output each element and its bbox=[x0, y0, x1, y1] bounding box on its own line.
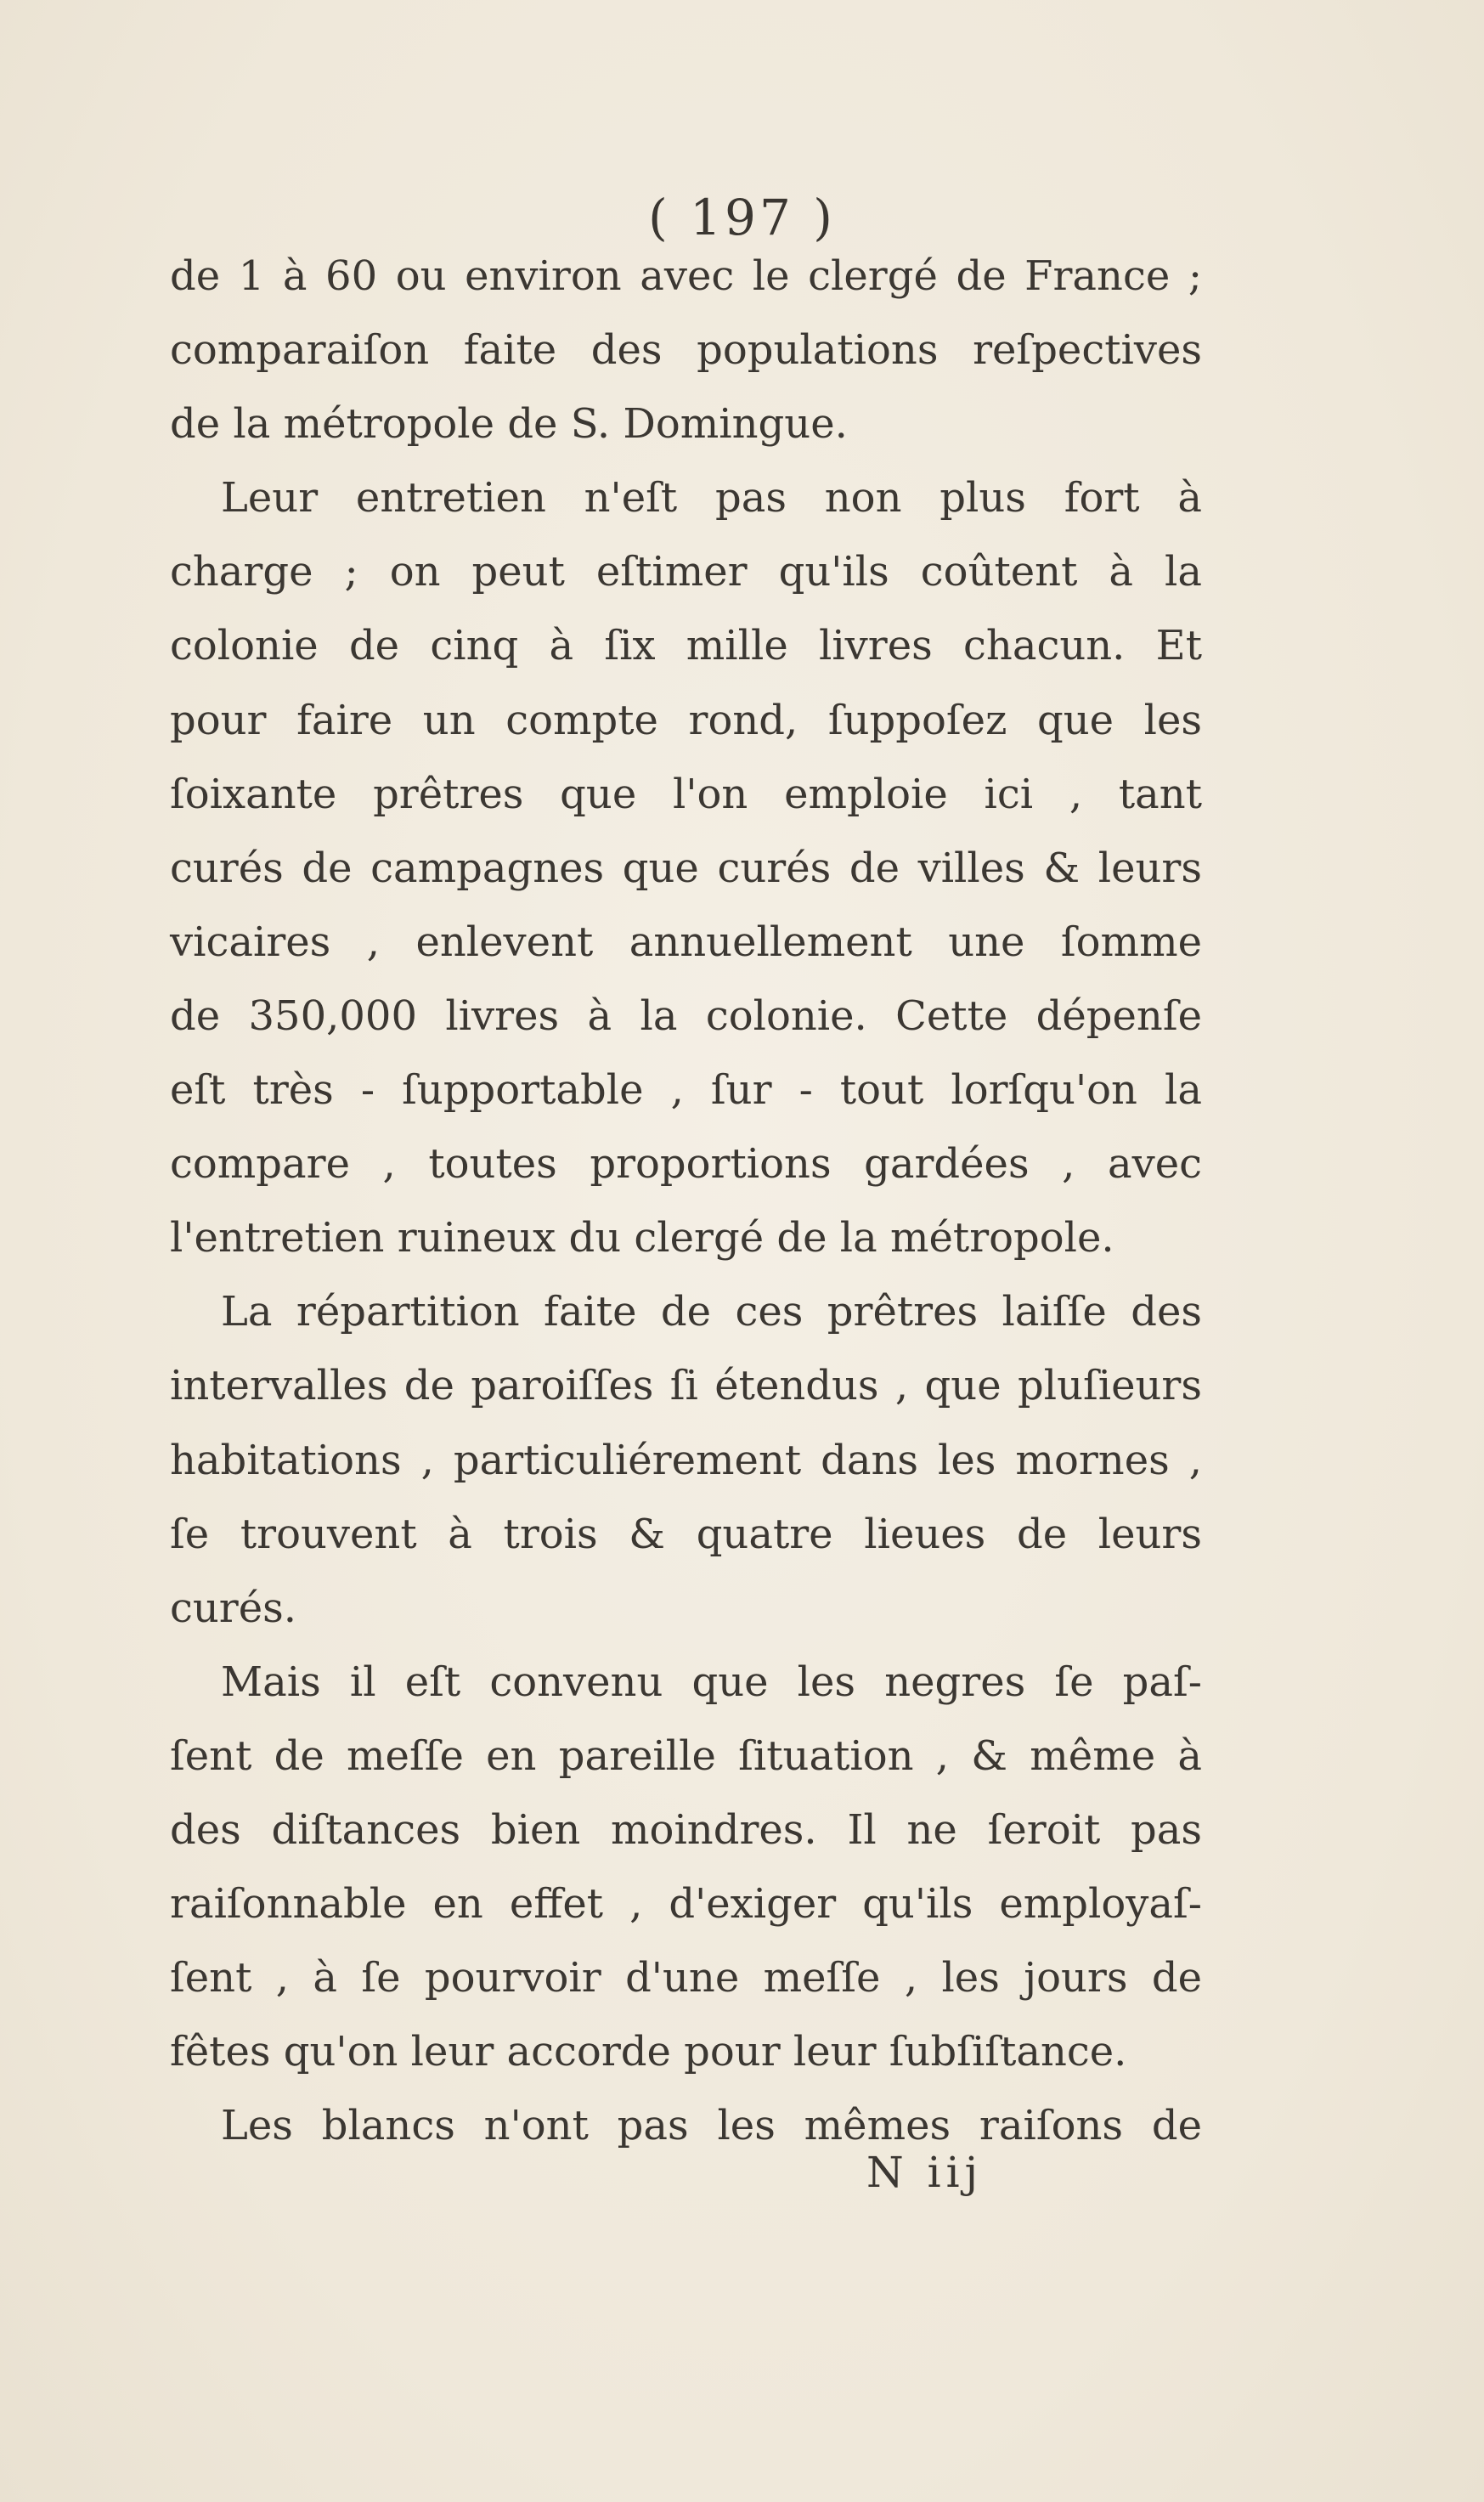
text-line: colonie de cinq à ſix mille livres chacun. Et bbox=[170, 622, 1202, 670]
page-body-text bbox=[170, 240, 1202, 2163]
text-line: de 1 à 60 ou environ avec le clergé de France ; bbox=[170, 252, 1202, 300]
signature-mark: N iij bbox=[866, 2148, 984, 2197]
text-line: Les blancs n'ont pas les mêmes raiſons de bbox=[221, 2102, 1202, 2150]
text-line: eſt très - ſupportable , ſur - tout lorſqu'on la bbox=[170, 1066, 1202, 1115]
text-line: de 350,000 livres à la colonie. Cette dépenſe bbox=[170, 991, 1202, 1040]
text-line: La répartition faite de ces prêtres laiſſe des bbox=[221, 1288, 1202, 1336]
text-line: compare , toutes proportions gardées , avec bbox=[170, 1140, 1202, 1189]
text-line: curés. bbox=[170, 1584, 297, 1632]
text-line: comparaiſon faite des populations reſpectives bbox=[170, 326, 1202, 375]
text-line: raiſonnable en effet , d'exiger qu'ils employaſ- bbox=[170, 1880, 1202, 1929]
text-line: habitations , particuliérement dans les mornes , bbox=[170, 1436, 1202, 1484]
text-line: l'entretien ruineux du clergé de la métropole. bbox=[170, 1214, 1114, 1262]
text-line: des diſtances bien moindres. Il ne ſeroit pas bbox=[170, 1805, 1202, 1854]
text-line: ſoixante prêtres que l'on emploie ici , tant bbox=[170, 770, 1202, 818]
text-line: ſe trouvent à trois & quatre lieues de leurs bbox=[170, 1510, 1202, 1558]
page-number-header: ( 197 ) bbox=[648, 189, 836, 246]
text-line: de la métropole de S. Domingue. bbox=[170, 400, 848, 449]
text-line: ſent , à ſe pourvoir d'une meſſe , les jours de bbox=[170, 1954, 1202, 2002]
text-line: intervalles de paroiſſes ſi étendus , que pluſieurs bbox=[170, 1362, 1202, 1410]
text-line: Leur entretien n'eſt pas non plus fort à bbox=[221, 474, 1202, 522]
text-line: fêtes qu'on leur accorde pour leur ſubſiſtance. bbox=[170, 2028, 1127, 2076]
text-line: vicaires , enlevent annuellement une ſomme bbox=[170, 918, 1202, 966]
text-line: ſent de meſſe en pareille ſituation , & même à bbox=[170, 1731, 1202, 1780]
text-line: pour faire un compte rond, ſuppoſez que les bbox=[170, 696, 1202, 744]
text-line: curés de campagnes que curés de villes & leurs bbox=[170, 844, 1202, 892]
text-line: Mais il eſt convenu que les negres ſe paſ- bbox=[221, 1658, 1202, 1706]
text-line: charge ; on peut eſtimer qu'ils coûtent à la bbox=[170, 548, 1202, 596]
